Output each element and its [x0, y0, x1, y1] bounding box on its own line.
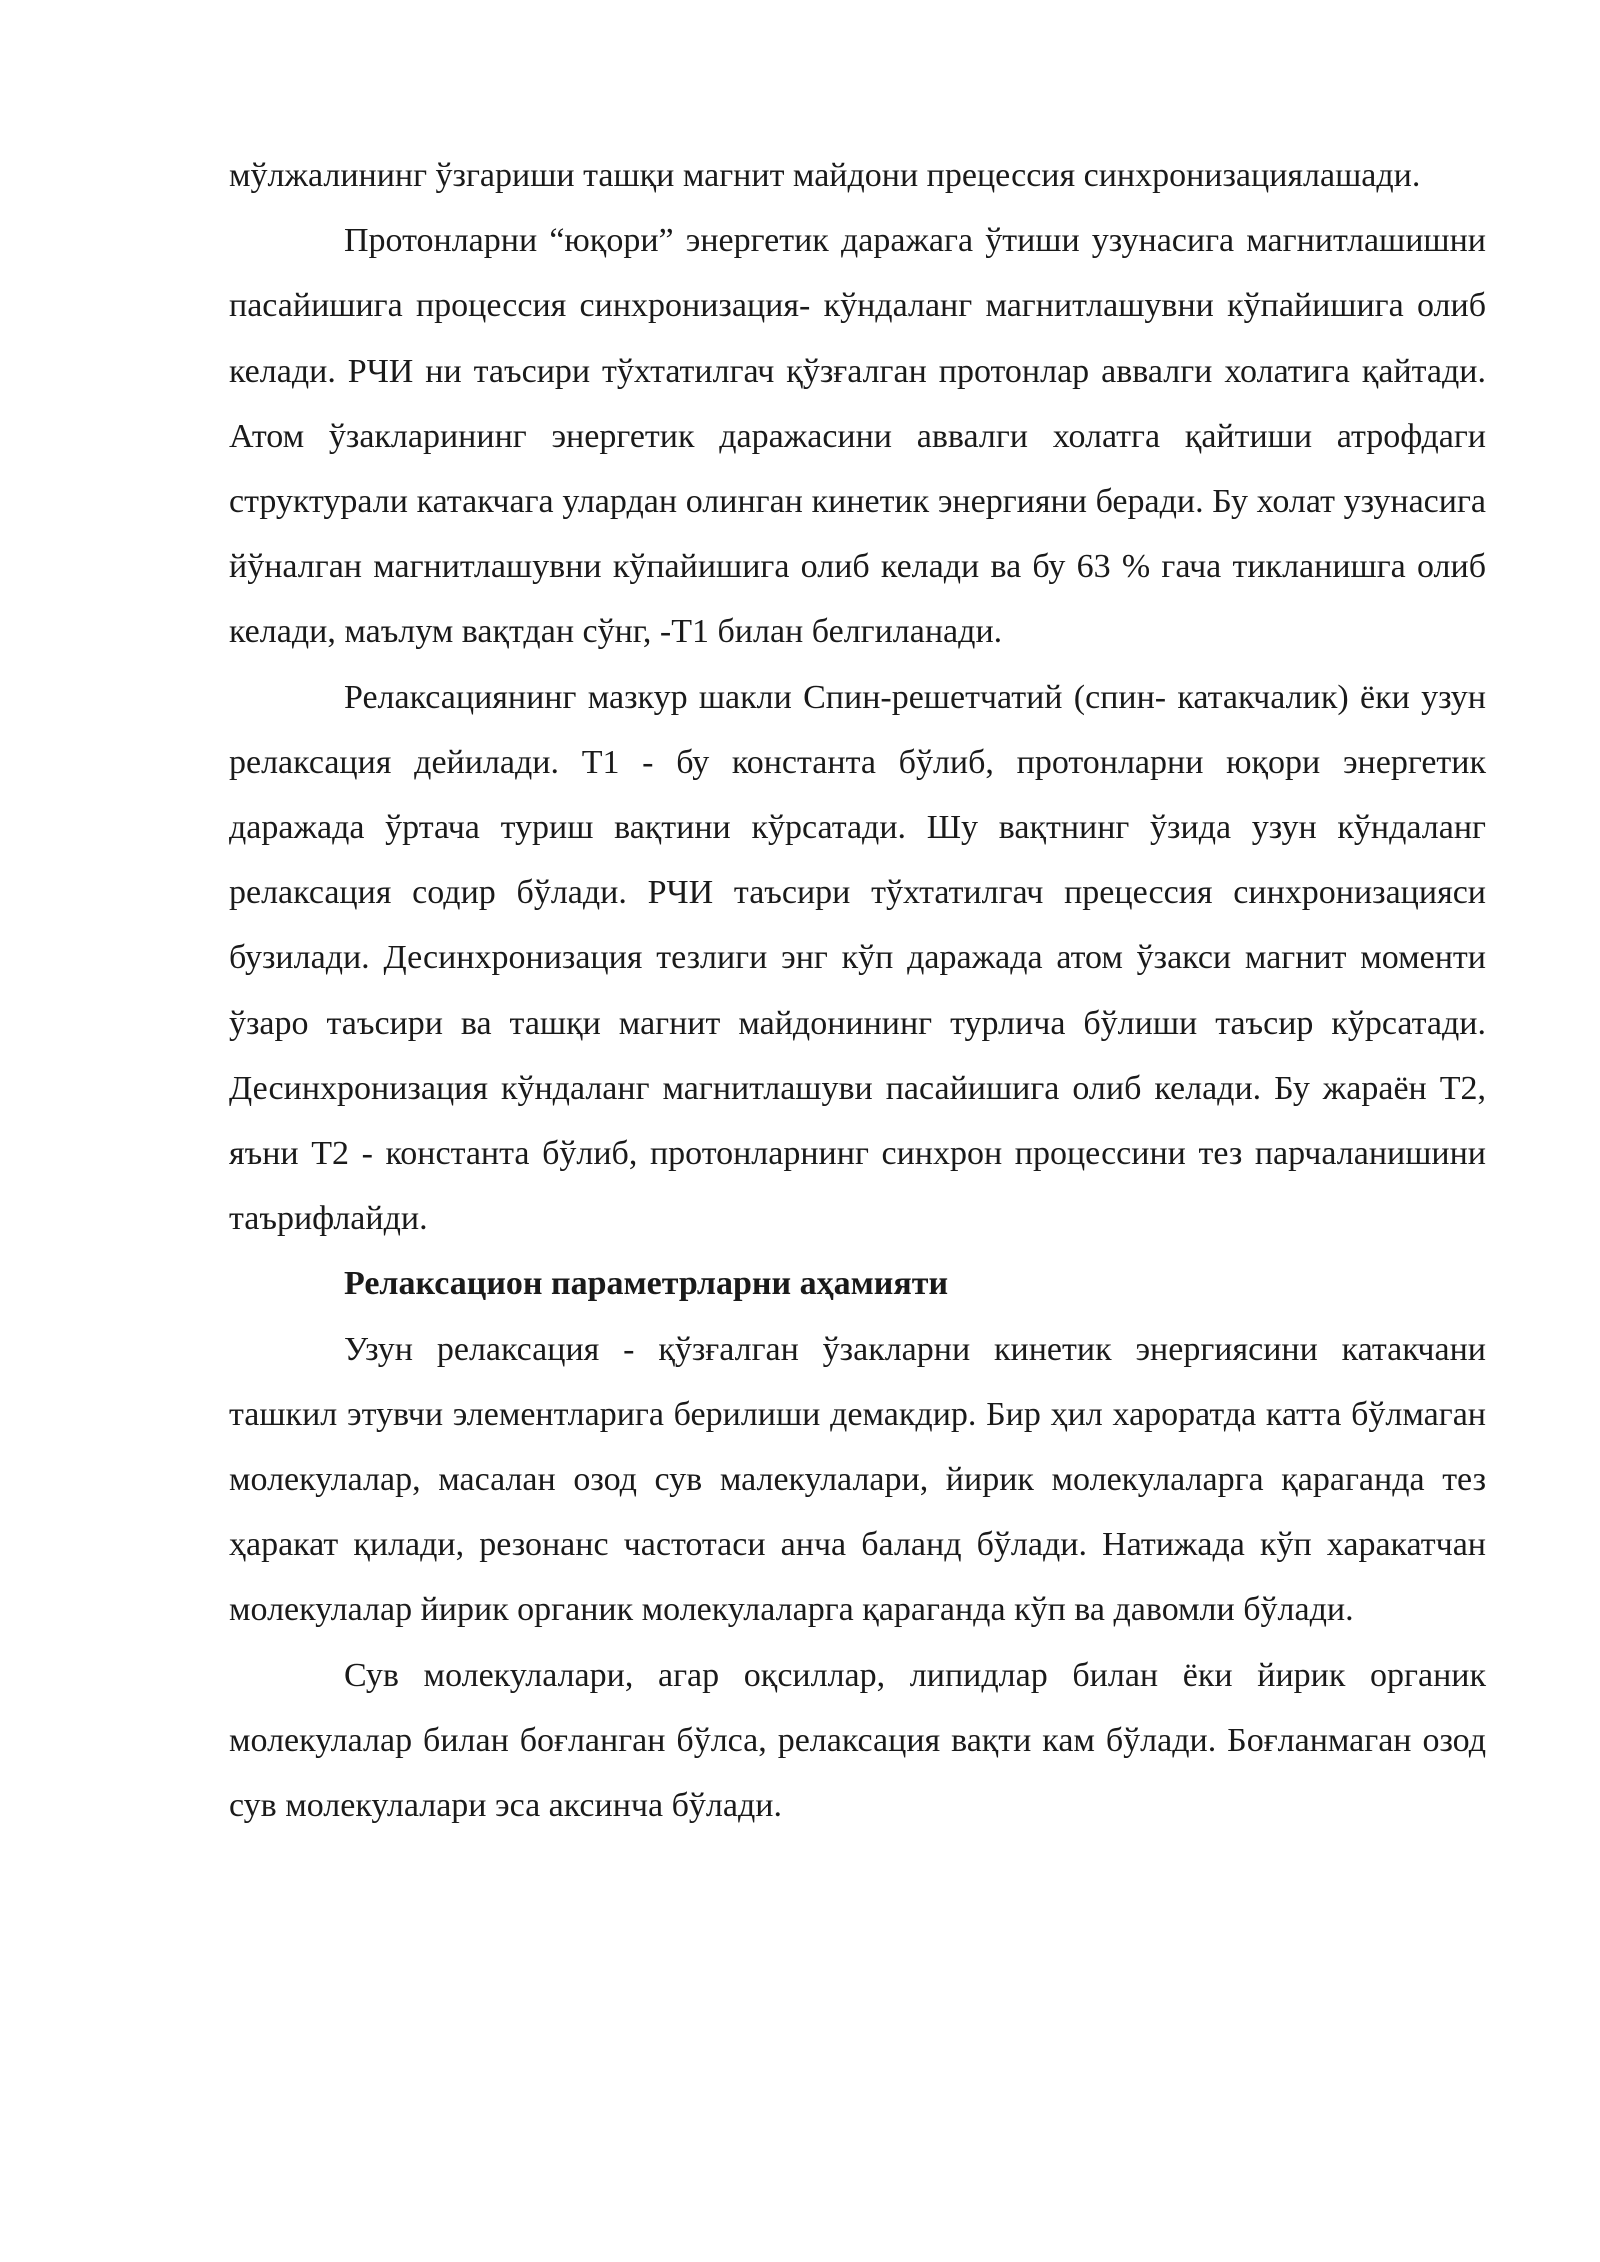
- paragraph-proton-transition: Протонларни “юқори” энергетик даражага ўтиши узунасига магнитлашишни пасайишига процессия синхронизация- кўндаланг магнитлашувни кўпайишига олиб келади. РЧИ ни таъсири тўхтатилгач қўзғалган протонлар аввалги холатига қайтади. Атом ўзакларининг энергетик даражасини аввалги холатга қайтиши атрофдаги структурали катакчага улардан олинган кинетик энергияни беради. Бу холат узунасига йўналган магнитлашувни кўпайишига олиб келади ва бу 63 % гача тикланишга олиб келади, маълум вақтдан сўнг, -Т1 билан белгиланади.: [229, 222, 1486, 651]
- paragraph-water-molecules: Сув молекулалари, агар оқсиллар, липидлар билан ёки йирик органик молекулалар билан боғланган бўлса, релаксация вақти кам бўлади. Боғланмаган озод сув молекулалари эса аксинча бўлади.: [229, 1656, 1486, 1825]
- document-body: [229, 143, 1486, 1838]
- paragraph-long-relaxation: Узун релаксация - қўзғалган ўзакларни кинетик энергиясини катакчани ташкил этувчи элементларига берилиши демакдир. Бир ҳил хароратда катта бўлмаган молекулалар, масалан озод сув малекулалари, йирик молекулаларга қараганда тез ҳаракат қилади, резонанс частотаси анча баланд бўлади. Натижада кўп харакатчан молекулалар йирик органик молекулаларга қараганда кўп ва давомли бўлади.: [229, 1330, 1486, 1629]
- paragraph-relaxation-forms: Релаксациянинг мазкур шакли Спин-решетчатий (спин- катакчалик) ёки узун релаксация дейилади. Т1 - бу константа бўлиб, протонларни юқори энергетик даражада ўртача туриш вақтини кўрсатади. Шу вақтнинг ўзида узун кўндаланг релаксация содир бўлади. РЧИ таъсири тўхтатилгач прецессия синхронизацияси бузилади. Десинхронизация тезлиги энг кўп даражада атом ўзакси магнит моменти ўзаро таъсири ва ташқи магнит майдонининг турлича бўлиши таъсир кўрсатади. Десинхронизация кўндаланг магнитлашуви пасайишига олиб келади. Бу жараён Т2, яъни Т2 - константа бўлиб, протонларнинг синхрон процессини тез парчаланишини таърифлайди.: [229, 678, 1486, 1238]
- section-heading: Релаксацион параметрларни аҳамияти: [344, 1265, 949, 1303]
- paragraph-continuation: мўлжалининг ўзгариши ташқи магнит майдони прецессия синхронизациялашади.: [229, 157, 1421, 194]
